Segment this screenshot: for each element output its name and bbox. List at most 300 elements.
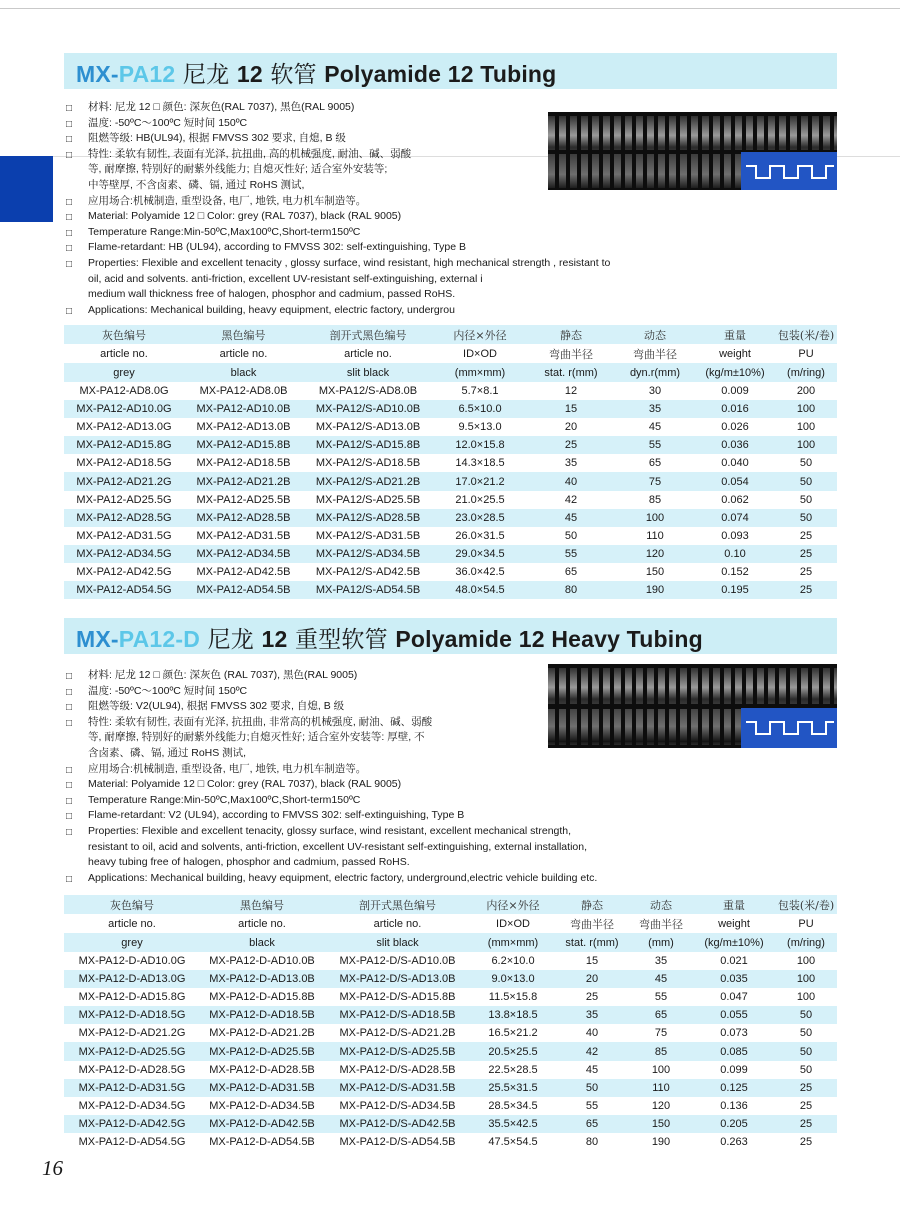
table-cell: 0.125: [693, 1079, 775, 1097]
table-row: [64, 988, 837, 1006]
spec-text: Temperature Range:Min-50ºC,Max100ºC,Short-term150ºC: [88, 793, 361, 806]
spec-line: [66, 746, 597, 762]
checkbox-bullet-icon: □: [66, 243, 73, 255]
table-cell: 0.047: [693, 988, 775, 1006]
table-row: [64, 1006, 837, 1024]
table-header-cell: 剖开式黑色编号: [324, 895, 471, 914]
table-cell: MX-PA12/S-AD10.0B: [303, 400, 433, 418]
table-cell: MX-PA12-AD28.5G: [64, 509, 184, 527]
table-cell: 42: [555, 1042, 629, 1060]
table-cell: MX-PA12-D-AD31.5B: [200, 1079, 324, 1097]
table-row: [64, 1133, 837, 1151]
table-cell: 120: [615, 545, 695, 563]
table-header-cell: PU: [798, 347, 814, 360]
table-cell: MX-PA12-AD28.5B: [184, 509, 303, 527]
table-header-row: [64, 933, 837, 952]
table-row: [64, 400, 837, 418]
table-cell: 35: [629, 952, 693, 970]
table-cell: MX-PA12-AD13.0B: [184, 418, 303, 436]
table-header-cell: (mm×mm): [433, 363, 527, 382]
table-cell: 13.8×18.5: [471, 1006, 555, 1024]
table-cell: 17.0×21.2: [433, 472, 527, 490]
table-row: [64, 472, 837, 490]
table-cell: MX-PA12-D/S-AD13.0B: [324, 970, 471, 988]
table-cell: MX-PA12-D/S-AD10.0B: [324, 952, 471, 970]
table-cell: MX-PA12-AD25.5B: [184, 491, 303, 509]
table-cell: 14.3×18.5: [433, 454, 527, 472]
table-header-cell: 静态: [527, 325, 615, 344]
checkbox-bullet-icon: □: [66, 826, 73, 838]
checkbox-bullet-icon: □: [66, 780, 73, 792]
table-cell: 55: [615, 436, 695, 454]
table-cell: 29.0×34.5: [433, 545, 527, 563]
table-cell: 50: [555, 1079, 629, 1097]
table-cell: 22.5×28.5: [471, 1061, 555, 1079]
table-cell: MX-PA12-D-AD10.0B: [200, 952, 324, 970]
table-cell: MX-PA12-AD8.0B: [184, 382, 303, 400]
table-cell: 75: [629, 1024, 693, 1042]
table-cell: MX-PA12-D-AD21.2B: [200, 1024, 324, 1042]
table-cell: 36.0×42.5: [433, 563, 527, 581]
table-cell: MX-PA12-D-AD13.0G: [64, 970, 200, 988]
spec-line: [66, 131, 610, 147]
checkbox-bullet-icon: □: [66, 103, 73, 114]
table-cell: 50: [775, 1024, 837, 1042]
table-cell: 65: [527, 563, 615, 581]
table-cell: 42: [527, 491, 615, 509]
table-cell: 100: [775, 436, 837, 454]
table-cell: 25: [775, 545, 837, 563]
table-cell: MX-PA12-AD18.5G: [64, 454, 184, 472]
spec-text: 等, 耐摩擦, 特别好的耐紫外线能力;自熄灭性好; 适合室外安装等: 厚壁, 不: [88, 731, 425, 744]
table-cell: 0.040: [695, 454, 775, 472]
table-cell: MX-PA12-AD42.5G: [64, 563, 184, 581]
table-cell: 25: [775, 1079, 837, 1097]
table-cell: 0.073: [693, 1024, 775, 1042]
table-cell: 80: [555, 1133, 629, 1151]
heavy-tubing-photo-icon: [548, 664, 837, 748]
table-header-cell: ID×OD: [496, 917, 530, 930]
table-cell: 30: [615, 382, 695, 400]
table-cell: 100: [775, 988, 837, 1006]
table-cell: MX-PA12/S-AD15.8B: [303, 436, 433, 454]
spec-text: Flame-retardant: HB (UL94), according to FMVSS 302: self-extinguishing, Type B: [88, 241, 466, 254]
table-cell: 80: [527, 581, 615, 599]
table-header-cell: 弯曲半径: [570, 917, 614, 931]
table-cell: MX-PA12-AD15.8G: [64, 436, 184, 454]
table-header-cell: 包装(米/卷): [775, 895, 837, 914]
spec-text: 特性: 柔软有韧性, 表面有光泽, 抗扭曲, 非常高的机械强度, 耐油、碱、弱酸: [88, 715, 433, 728]
table-header-cell: grey: [64, 363, 184, 382]
table-cell: 50: [775, 1061, 837, 1079]
table-row: [64, 527, 837, 545]
table-header-cell: (kg/m±10%): [695, 363, 775, 382]
checkbox-bullet-icon: □: [66, 702, 73, 714]
spec-text: resistant to oil, acid and solvents, anti-friction, excellent UV-resistant self-extinguishing, external installation,: [88, 840, 587, 853]
spec-line: [66, 793, 597, 809]
checkbox-bullet-icon: □: [66, 795, 73, 807]
table-cell: MX-PA12-D-AD42.5B: [200, 1115, 324, 1133]
table-cell: 100: [615, 509, 695, 527]
table-header-cell: weight: [719, 347, 751, 360]
table-header-cell: 静态: [555, 895, 629, 914]
table-cell: 50: [775, 491, 837, 509]
table-header-cell: grey: [64, 933, 200, 952]
table-cell: 50: [775, 454, 837, 472]
table-cell: 25: [775, 1097, 837, 1115]
table-cell: 0.054: [695, 472, 775, 490]
table-header-cell: (mm×mm): [471, 933, 555, 952]
table-row: [64, 563, 837, 581]
table-cell: MX-PA12-AD31.5G: [64, 527, 184, 545]
table-cell: MX-PA12-AD8.0G: [64, 382, 184, 400]
table-row: [64, 1061, 837, 1079]
spec-text: 特性: 柔软有韧性, 表面有光泽, 抗扭曲, 高的机械强度, 耐油、碱、弱酸: [88, 147, 412, 160]
spec-text: 应用场合:机械制造, 重型设备, 电厂, 地铁, 电力机车制造等。: [88, 194, 367, 207]
table-header-cell: 灰色编号: [64, 895, 200, 914]
checkbox-bullet-icon: □: [66, 671, 73, 682]
table-header-cell: dyn.r(mm): [615, 363, 695, 382]
table-cell: MX-PA12-D/S-AD25.5B: [324, 1042, 471, 1060]
table-cell: MX-PA12/S-AD28.5B: [303, 509, 433, 527]
table-cell: 6.5×10.0: [433, 400, 527, 418]
spec-line: [66, 840, 597, 856]
table-cell: MX-PA12-D-AD25.5G: [64, 1042, 200, 1060]
table-row: [64, 509, 837, 527]
table-cell: MX-PA12-D-AD13.0B: [200, 970, 324, 988]
table-header-cell: (m/ring): [775, 933, 837, 952]
table-cell: 6.2×10.0: [471, 952, 555, 970]
table-cell: MX-PA12/S-AD54.5B: [303, 581, 433, 599]
checkbox-bullet-icon: □: [66, 811, 73, 823]
spec-line: [66, 100, 610, 116]
spec-line: [66, 855, 597, 871]
table-cell: 25: [775, 527, 837, 545]
spec-line: [66, 684, 597, 700]
spec-text: 材料: 尼龙 12 □ 颜色: 深灰色 (RAL 7037), 黑色(RAL 9005): [88, 669, 358, 681]
table-cell: 0.055: [693, 1006, 775, 1024]
table-header-cell: 包装(米/卷): [775, 325, 837, 344]
section2-table: [64, 895, 837, 1151]
table-cell: 0.205: [693, 1115, 775, 1133]
table-cell: MX-PA12-D-AD28.5B: [200, 1061, 324, 1079]
table-cell: MX-PA12-D-AD18.5G: [64, 1006, 200, 1024]
table-cell: MX-PA12-AD42.5B: [184, 563, 303, 581]
section2-title: MX-PA12-D 尼龙 12 重型软管 Polyamide 12 Heavy Tubing: [76, 626, 703, 653]
table-row: [64, 454, 837, 472]
spec-line: [66, 699, 597, 715]
table-cell: 55: [527, 545, 615, 563]
table-cell: 65: [555, 1115, 629, 1133]
checkbox-bullet-icon: □: [66, 305, 73, 317]
spec-text: 温度: -50ºC～100ºC 短时间 150ºC: [88, 684, 248, 697]
table-cell: 40: [527, 472, 615, 490]
table-cell: 0.263: [693, 1133, 775, 1151]
table-header-cell: 黑色编号: [200, 895, 324, 914]
table-cell: 48.0×54.5: [433, 581, 527, 599]
table-cell: 25: [775, 1115, 837, 1133]
table-cell: 9.0×13.0: [471, 970, 555, 988]
table-cell: 50: [527, 527, 615, 545]
table-cell: MX-PA12-D-AD42.5G: [64, 1115, 200, 1133]
table-cell: 100: [775, 952, 837, 970]
table-header-row: [64, 914, 837, 933]
table-cell: MX-PA12/S-AD31.5B: [303, 527, 433, 545]
checkbox-bullet-icon: □: [66, 212, 73, 224]
table-cell: 100: [775, 970, 837, 988]
table-header-cell: slit black: [303, 363, 433, 382]
table-header-cell: 弯曲半径: [639, 917, 683, 931]
checkbox-bullet-icon: □: [66, 873, 73, 885]
table-cell: 110: [629, 1079, 693, 1097]
page-top-border: [0, 0, 900, 9]
table-cell: MX-PA12-D-AD31.5G: [64, 1079, 200, 1097]
table-cell: 50: [775, 1042, 837, 1060]
table-cell: 0.085: [693, 1042, 775, 1060]
spec-text: 温度: -50ºC～100ºC 短时间 150ºC: [88, 116, 248, 129]
spec-line: [66, 116, 610, 132]
table-cell: 100: [775, 418, 837, 436]
table-cell: MX-PA12-D-AD18.5B: [200, 1006, 324, 1024]
table-header-cell: article no.: [373, 917, 422, 930]
section1-title: MX-PA12 尼龙 12 软管 Polyamide 12 Tubing: [76, 61, 557, 88]
table-cell: 50: [775, 1006, 837, 1024]
spec-line: [66, 777, 597, 793]
table-header-row: [64, 895, 837, 914]
spec-line: [66, 303, 610, 319]
spec-text: 等, 耐摩擦, 特别好的耐紫外线能力; 自熄灭性好; 适合室外安装等;: [88, 163, 388, 176]
spec-text: 含卤素、磷、镉, 通过 RoHS 测试,: [88, 746, 247, 759]
table-row: [64, 491, 837, 509]
table-cell: 12: [527, 382, 615, 400]
table-header-cell: ID×OD: [463, 347, 497, 360]
checkbox-bullet-icon: □: [66, 258, 73, 270]
table-cell: MX-PA12-AD21.2B: [184, 472, 303, 490]
spec-line: [66, 287, 610, 303]
table-row: [64, 1024, 837, 1042]
section2-spec-list: [66, 668, 597, 886]
spec-text: heavy tubing free of halogen, phosphor and cadmium, passed RoHS.: [88, 856, 410, 869]
table-cell: MX-PA12-D-AD10.0G: [64, 952, 200, 970]
table-row: [64, 418, 837, 436]
table-cell: 9.5×13.0: [433, 418, 527, 436]
table-cell: 45: [527, 509, 615, 527]
spec-line: [66, 225, 610, 241]
table-header-cell: (m/ring): [775, 363, 837, 382]
section1-spec-list: [66, 100, 610, 318]
table-header-cell: 剖开式黑色编号: [303, 325, 433, 344]
table-header-cell: black: [184, 363, 303, 382]
checkbox-bullet-icon: □: [66, 717, 73, 729]
table-cell: 0.074: [695, 509, 775, 527]
table-cell: 65: [615, 454, 695, 472]
checkbox-bullet-icon: □: [66, 196, 73, 208]
table-cell: MX-PA12-AD54.5B: [184, 581, 303, 599]
table-cell: 75: [615, 472, 695, 490]
spec-line: [66, 715, 597, 731]
table-cell: 35.5×42.5: [471, 1115, 555, 1133]
table-cell: 65: [629, 1006, 693, 1024]
table-cell: MX-PA12-AD10.0B: [184, 400, 303, 418]
table-header-cell: 弯曲半径: [549, 347, 593, 361]
table-cell: 35: [555, 1006, 629, 1024]
table-cell: MX-PA12/S-AD34.5B: [303, 545, 433, 563]
table-cell: 150: [615, 563, 695, 581]
spec-text: Applications: Mechanical building, heavy equipment, electric factory, underground,electric vehicle building etc.: [88, 871, 598, 884]
table-cell: 0.099: [693, 1061, 775, 1079]
table-cell: 200: [775, 382, 837, 400]
table-header-cell: article no.: [238, 917, 286, 930]
spec-text: 应用场合:机械制造, 重型设备, 电厂, 地铁, 电力机车制造等。: [88, 762, 367, 775]
table-header-row: [64, 325, 837, 344]
spec-text: 中等壁厚, 不含卤素、磷、镉, 通过 RoHS 测试,: [88, 178, 305, 191]
table-cell: 15: [527, 400, 615, 418]
table-header-cell: 动态: [629, 895, 693, 914]
table-cell: 16.5×21.2: [471, 1024, 555, 1042]
table-cell: MX-PA12/S-AD13.0B: [303, 418, 433, 436]
page-number: 16: [42, 1156, 63, 1180]
table-cell: 45: [555, 1061, 629, 1079]
table-cell: 55: [629, 988, 693, 1006]
table-cell: 21.0×25.5: [433, 491, 527, 509]
table-cell: MX-PA12-D-AD28.5G: [64, 1061, 200, 1079]
table-cell: 190: [629, 1133, 693, 1151]
table-cell: 25: [775, 1133, 837, 1151]
spec-text: Properties: Flexible and excellent tenacity, glossy surface, wind resistant, excellent mechanical strength,: [88, 824, 572, 837]
table-cell: MX-PA12/S-AD21.2B: [303, 472, 433, 490]
table-cell: MX-PA12-D-AD21.2G: [64, 1024, 200, 1042]
table-row: [64, 545, 837, 563]
spec-line: [66, 824, 597, 840]
table-header-cell: 动态: [615, 325, 695, 344]
table-cell: MX-PA12-AD54.5G: [64, 581, 184, 599]
spec-text: 阻燃等级: HB(UL94), 根据 FMVSS 302 要求, 自熄, B 级: [88, 132, 346, 145]
table-cell: 190: [615, 581, 695, 599]
table-cell: 20.5×25.5: [471, 1042, 555, 1060]
table-cell: 47.5×54.5: [471, 1133, 555, 1151]
table-cell: 120: [629, 1097, 693, 1115]
table-cell: 5.7×8.1: [433, 382, 527, 400]
spec-line: [66, 808, 597, 824]
table-cell: 20: [555, 970, 629, 988]
table-cell: MX-PA12-D/S-AD28.5B: [324, 1061, 471, 1079]
table-cell: MX-PA12-AD18.5B: [184, 454, 303, 472]
checkbox-bullet-icon: □: [66, 149, 73, 161]
table-cell: 23.0×28.5: [433, 509, 527, 527]
section-tab-marker: [0, 156, 53, 222]
table-header-cell: 内径×外径: [471, 895, 555, 914]
checkbox-bullet-icon: □: [66, 227, 73, 239]
table-cell: 100: [775, 400, 837, 418]
table-cell: MX-PA12-D-AD15.8G: [64, 988, 200, 1006]
table-cell: 35: [527, 454, 615, 472]
spec-text: Flame-retardant: V2 (UL94), according to FMVSS 302: self-extinguishing, Type B: [88, 809, 465, 822]
checkbox-bullet-icon: □: [66, 134, 73, 146]
table-row: [64, 970, 837, 988]
spec-text: Temperature Range:Min-50ºC,Max100ºC,Short-term150ºC: [88, 225, 361, 238]
table-cell: MX-PA12-D/S-AD42.5B: [324, 1115, 471, 1133]
table-cell: 25: [775, 563, 837, 581]
checkbox-bullet-icon: □: [66, 764, 73, 776]
table-cell: 0.036: [695, 436, 775, 454]
table-header-cell: article no.: [108, 917, 156, 930]
table-cell: 85: [629, 1042, 693, 1060]
table-cell: MX-PA12-AD25.5G: [64, 491, 184, 509]
table-cell: 15: [555, 952, 629, 970]
table-cell: MX-PA12-D/S-AD31.5B: [324, 1079, 471, 1097]
table-header-cell: 灰色编号: [64, 325, 184, 344]
table-header-cell: black: [200, 933, 324, 952]
section1-title-bar: [64, 53, 837, 89]
table-cell: 85: [615, 491, 695, 509]
table-cell: 35: [615, 400, 695, 418]
table-cell: 100: [629, 1061, 693, 1079]
spec-line: [66, 871, 597, 887]
checkbox-bullet-icon: □: [66, 686, 73, 698]
table-cell: 55: [555, 1097, 629, 1115]
table-header-cell: 重量: [695, 325, 775, 344]
table-cell: 0.026: [695, 418, 775, 436]
spec-line: [66, 240, 610, 256]
corrugated-heavy-tube-icon: [548, 664, 837, 748]
spec-text: medium wall thickness free of halogen, phosphor and cadmium, passed RoHS.: [88, 288, 456, 301]
table-header-row: [64, 363, 837, 382]
table-cell: MX-PA12/S-AD18.5B: [303, 454, 433, 472]
table-header-cell: 黑色编号: [184, 325, 303, 344]
table-cell: 25: [775, 581, 837, 599]
table-cell: 50: [775, 509, 837, 527]
table-cell: 45: [615, 418, 695, 436]
table-row: [64, 1097, 837, 1115]
table-cell: MX-PA12-D/S-AD21.2B: [324, 1024, 471, 1042]
table-header-cell: article no.: [219, 347, 268, 360]
checkbox-bullet-icon: □: [66, 118, 73, 130]
spec-text: Applications: Mechanical building, heavy equipment, electric factory, undergrou: [88, 303, 455, 316]
table-cell: 25.5×31.5: [471, 1079, 555, 1097]
spec-text: Properties: Flexible and excellent tenacity , glossy surface, wind resistant, high mechanical strength , resistant to: [88, 256, 611, 269]
table-header-cell: stat. r(mm): [555, 933, 629, 952]
table-cell: MX-PA12-D/S-AD18.5B: [324, 1006, 471, 1024]
table-cell: 50: [775, 472, 837, 490]
table-header-cell: (mm): [629, 933, 693, 952]
table-cell: 0.062: [695, 491, 775, 509]
table-cell: 25: [527, 436, 615, 454]
table-row: [64, 382, 837, 400]
spec-line: [66, 762, 597, 778]
table-row: [64, 581, 837, 599]
table-cell: 12.0×15.8: [433, 436, 527, 454]
table-cell: MX-PA12-D-AD34.5B: [200, 1097, 324, 1115]
spec-text: Material: Polyamide 12 □ Color: grey (RAL 7037), black (RAL 9005): [88, 210, 402, 223]
table-cell: MX-PA12-AD34.5G: [64, 545, 184, 563]
table-cell: 0.195: [695, 581, 775, 599]
spec-text: oil, acid and solvents. anti-friction, excellent UV-resistant self-extinguishing, external i: [88, 272, 483, 285]
table-row: [64, 1115, 837, 1133]
table-cell: MX-PA12-D/S-AD34.5B: [324, 1097, 471, 1115]
table-header-cell: stat. r(mm): [527, 363, 615, 382]
section1-table: [64, 325, 837, 599]
table-cell: MX-PA12-AD34.5B: [184, 545, 303, 563]
table-cell: MX-PA12-D-AD54.5G: [64, 1133, 200, 1151]
tubing-photo-icon: [548, 112, 837, 190]
spec-line: [66, 147, 610, 163]
table-cell: MX-PA12/S-AD8.0B: [303, 382, 433, 400]
table-header-cell: 内径×外径: [433, 325, 527, 344]
table-cell: 0.016: [695, 400, 775, 418]
table-cell: MX-PA12-AD31.5B: [184, 527, 303, 545]
table-header-cell: PU: [798, 917, 814, 930]
table-cell: MX-PA12-D-AD34.5G: [64, 1097, 200, 1115]
